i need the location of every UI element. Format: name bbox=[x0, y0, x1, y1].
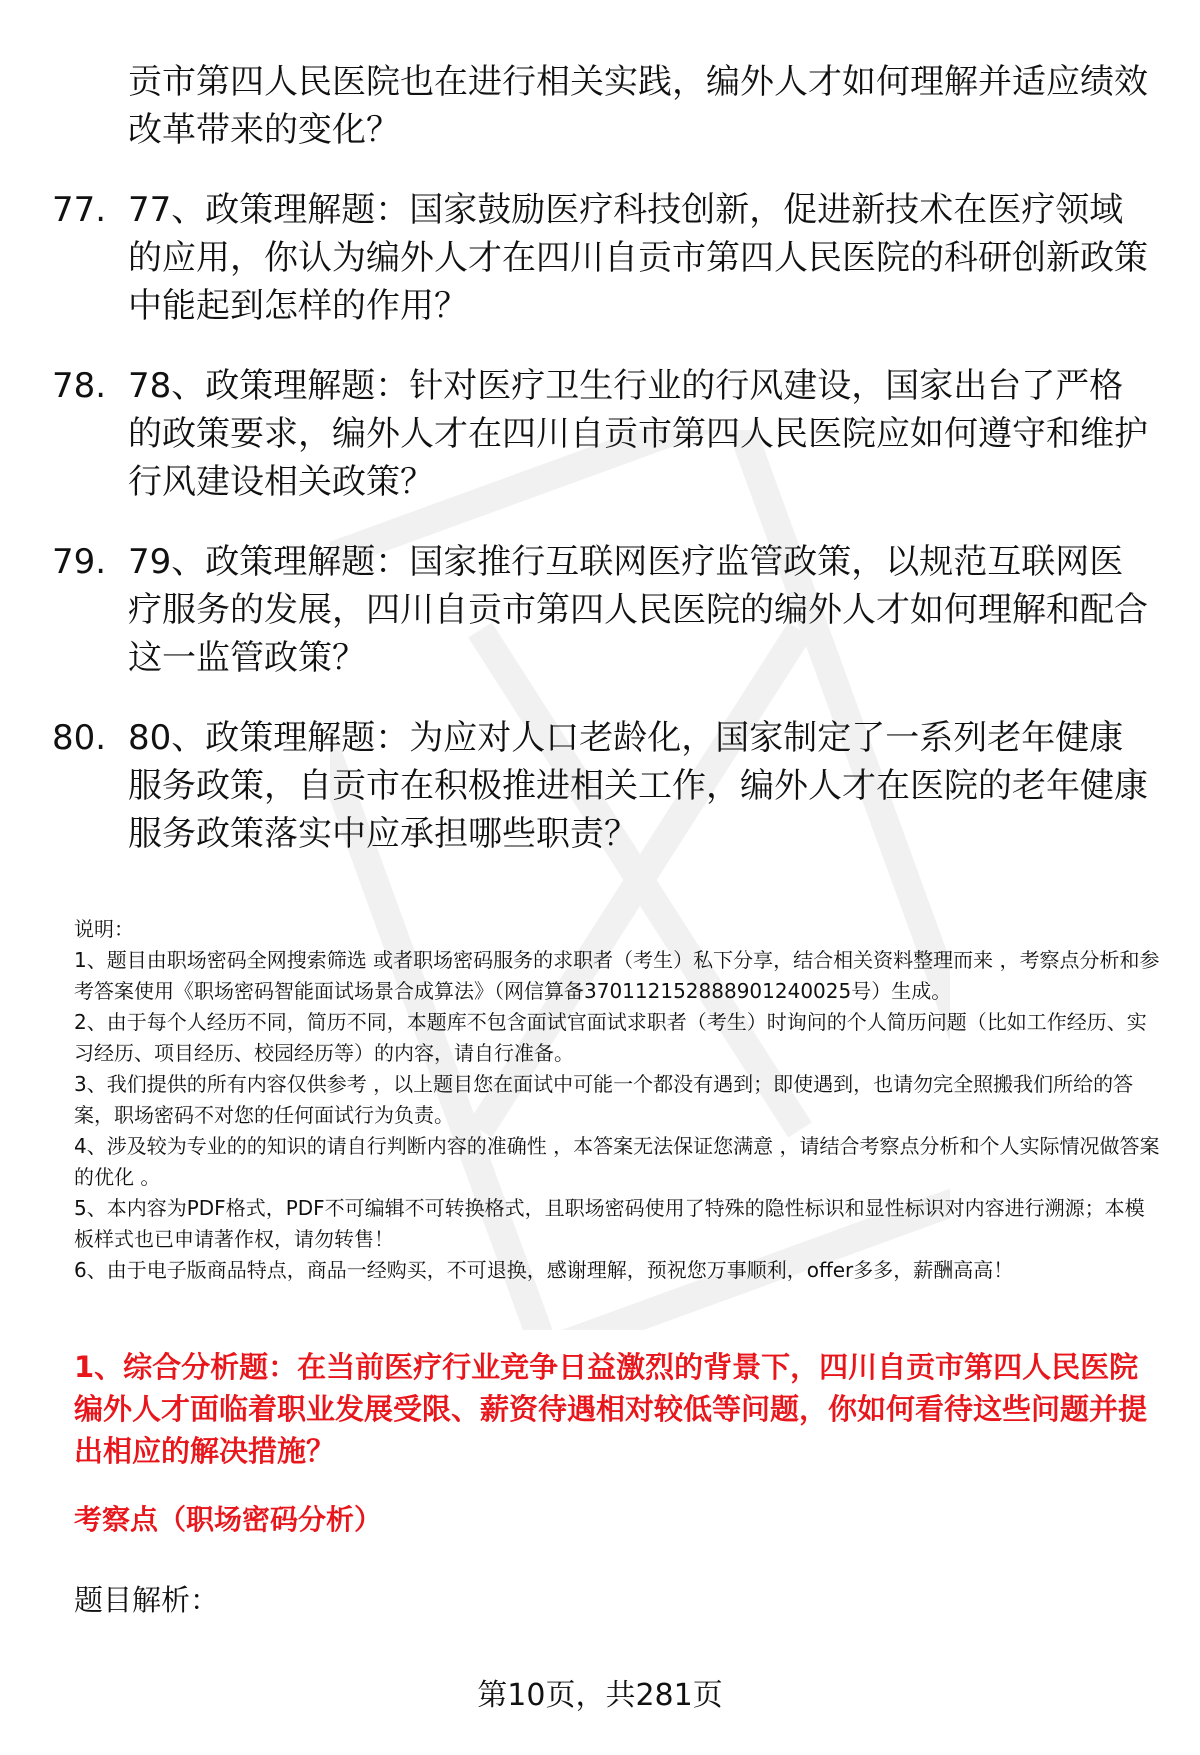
kaochadian-heading: 考察点（职场密码分析） bbox=[74, 1503, 383, 1536]
question-text: 78、政策理解题：针对医疗卫生行业的行风建设，国家出台了严格的政策要求，编外人才在四川自贡市第四人民医院应如何遵守和维护行风建设相关政策？ bbox=[128, 366, 1148, 502]
note-item: 2、由于每个人经历不同，简历不同，本题库不包含面试官面试求职者（考生）时询问的个人简历问题（比如工作经历、实习经历、项目经历、校园经历等）的内容，请自行准备。 bbox=[74, 1010, 1147, 1065]
note-item: 6、由于电子版商品特点，商品一经购买，不可退换，感谢理解，预祝您万事顺利，offer多多，薪酬高高！ bbox=[74, 1258, 1014, 1282]
question-item bbox=[0, 362, 1200, 506]
highlight-question: 1、综合分析题：在当前医疗行业竞争日益激烈的背景下，四川自贡市第四人民医院编外人才面临着职业发展受限、薪资待遇相对较低等问题，你如何看待这些问题并提出相应的解决措施？ bbox=[74, 1350, 1148, 1468]
note-item: 4、涉及较为专业的的知识的请自行判断内容的准确性 ，本答案无法保证您满意 ，请结合考察点分析和个人实际情况做答案的优化 。 bbox=[74, 1134, 1160, 1189]
question-number: 79. bbox=[52, 542, 107, 582]
question-number: 78. bbox=[52, 366, 107, 406]
analysis-label: 题目解析： bbox=[74, 1583, 220, 1617]
note-item: 3、我们提供的所有内容仅供参考 ，以上题目您在面试中可能一个都没有遇到；即使遇到，也请勿完全照搬我们所给的答案，职场密码不对您的任何面试行为负责。 bbox=[74, 1072, 1134, 1127]
notes-section bbox=[74, 914, 1164, 1286]
question-item bbox=[0, 714, 1200, 858]
notes-title: 说明： bbox=[74, 917, 134, 941]
question-number: 80. bbox=[52, 718, 107, 758]
question-text: 77、政策理解题：国家鼓励医疗科技创新，促进新技术在医疗领域的应用，你认为编外人才在四川自贡市第四人民医院的科研创新政策中能起到怎样的作用？ bbox=[128, 190, 1148, 326]
page-footer: 第10页，共281页 bbox=[477, 1678, 723, 1713]
question-item bbox=[0, 538, 1200, 682]
question-text: 80、政策理解题：为应对人口老龄化，国家制定了一系列老年健康服务政策，自贡市在积极推进相关工作，编外人才在医院的老年健康服务政策落实中应承担哪些职责？ bbox=[128, 718, 1148, 854]
note-item: 1、题目由职场密码全网搜索筛选 或者职场密码服务的求职者（考生）私下分享，结合相关资料整理而来 ，考察点分析和参考答案使用《职场密码智能面试场景合成算法》（网信算备370112152888901240025号）生成。 bbox=[74, 948, 1160, 1003]
question-number: 77. bbox=[52, 190, 107, 230]
question-text: 79、政策理解题：国家推行互联网医疗监管政策，以规范互联网医疗服务的发展，四川自贡市第四人民医院的编外人才如何理解和配合这一监管政策？ bbox=[128, 542, 1148, 678]
question-item bbox=[0, 186, 1200, 330]
question-continuation: 贡市第四人民医院也在进行相关实践，编外人才如何理解并适应绩效改革带来的变化？ bbox=[128, 62, 1148, 150]
question-list bbox=[0, 58, 1200, 858]
note-item: 5、本内容为PDF格式，PDF不可编辑不可转换格式，且职场密码使用了特殊的隐性标识和显性标识对内容进行溯源；本模板样式也已申请著作权，请勿转售！ bbox=[74, 1196, 1145, 1251]
